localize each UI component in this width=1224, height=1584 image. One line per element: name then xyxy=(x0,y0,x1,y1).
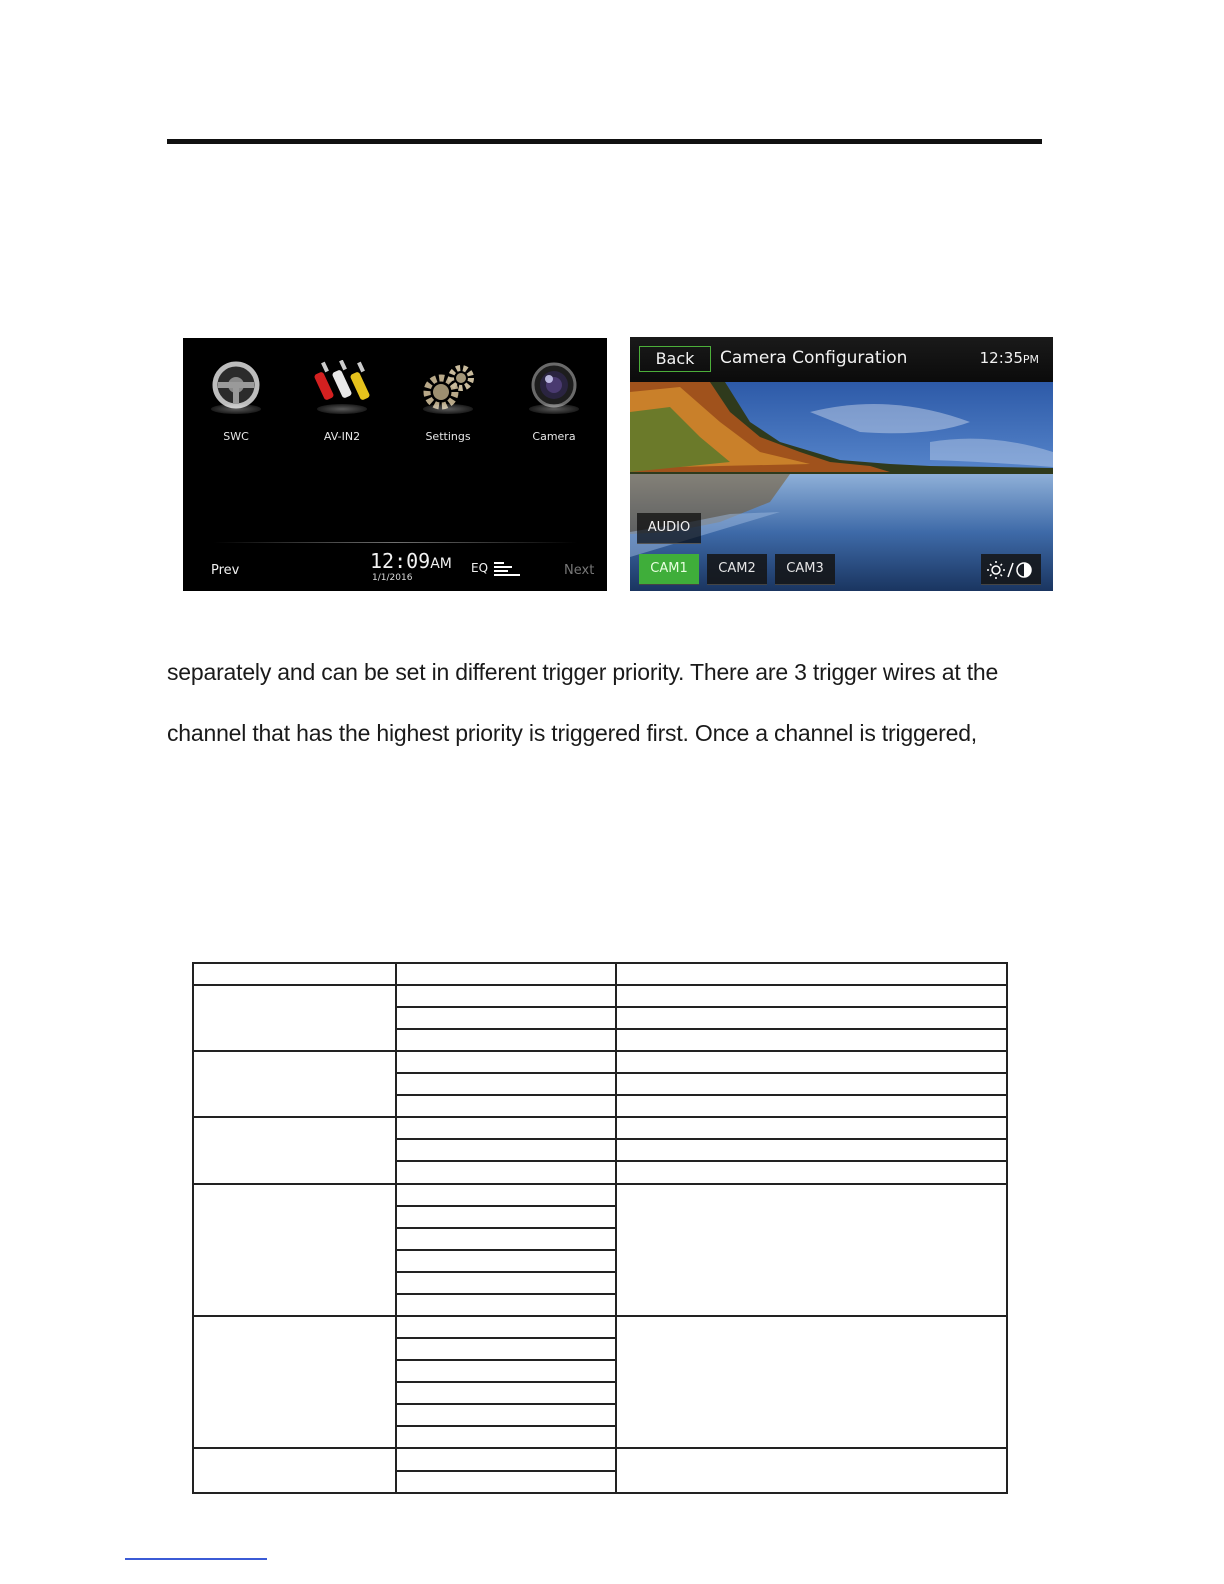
equalizer-icon xyxy=(494,562,520,576)
clock xyxy=(980,349,1039,367)
camera-selector-bar xyxy=(630,549,1053,591)
brightness-contrast-button[interactable] xyxy=(981,554,1041,585)
clock-time: 12:35 xyxy=(979,349,1023,367)
cam1-button[interactable]: CAM1 xyxy=(639,554,699,585)
prev-button[interactable]: Prev xyxy=(211,563,240,578)
audio-button[interactable]: AUDIO xyxy=(637,513,701,544)
eq-label: EQ xyxy=(471,561,489,575)
menu-item-swc[interactable] xyxy=(191,360,281,443)
eq-button[interactable] xyxy=(471,561,520,576)
brightness-contrast-icon xyxy=(986,558,1036,582)
clock-time: 12:09 xyxy=(370,549,431,573)
trigger-priority-table xyxy=(192,962,1008,1494)
menu-label: AV-IN2 xyxy=(323,430,361,443)
menu-label: Settings xyxy=(425,430,471,443)
back-button[interactable]: Back xyxy=(639,346,711,372)
clock-ampm: AM xyxy=(430,556,452,572)
home-menu-screen xyxy=(183,338,607,591)
body-text-line-2: channel that has the highest priority is triggered first. Once a channel is triggered, xyxy=(167,720,977,746)
menu-item-av-in2[interactable] xyxy=(297,360,387,443)
cam3-button[interactable]: CAM3 xyxy=(775,554,835,585)
menu-item-camera[interactable] xyxy=(509,360,599,443)
camera-lens-icon xyxy=(509,360,599,420)
footer-link-underline[interactable] xyxy=(125,1558,267,1560)
body-text-line-1: separately and can be set in different trigger priority. There are 3 trigger wires at the xyxy=(167,659,999,685)
camera-configuration-screen xyxy=(630,337,1053,591)
rca-cable-icon xyxy=(297,360,387,420)
menu-item-settings[interactable] xyxy=(403,360,493,443)
clock xyxy=(370,549,452,573)
header-rule xyxy=(167,139,1042,144)
screen-header xyxy=(630,337,1053,382)
menu-label: SWC xyxy=(223,430,249,443)
cam2-button[interactable]: CAM2 xyxy=(707,554,767,585)
steering-wheel-icon xyxy=(191,360,281,420)
clock-ampm: PM xyxy=(1022,353,1039,366)
date: 1/1/2016 xyxy=(372,573,413,583)
screen-title: Camera Configuration xyxy=(720,348,908,368)
gears-icon xyxy=(403,360,493,420)
next-button[interactable]: Next xyxy=(564,563,595,578)
bottom-divider xyxy=(213,542,577,543)
menu-label: Camera xyxy=(532,430,576,443)
